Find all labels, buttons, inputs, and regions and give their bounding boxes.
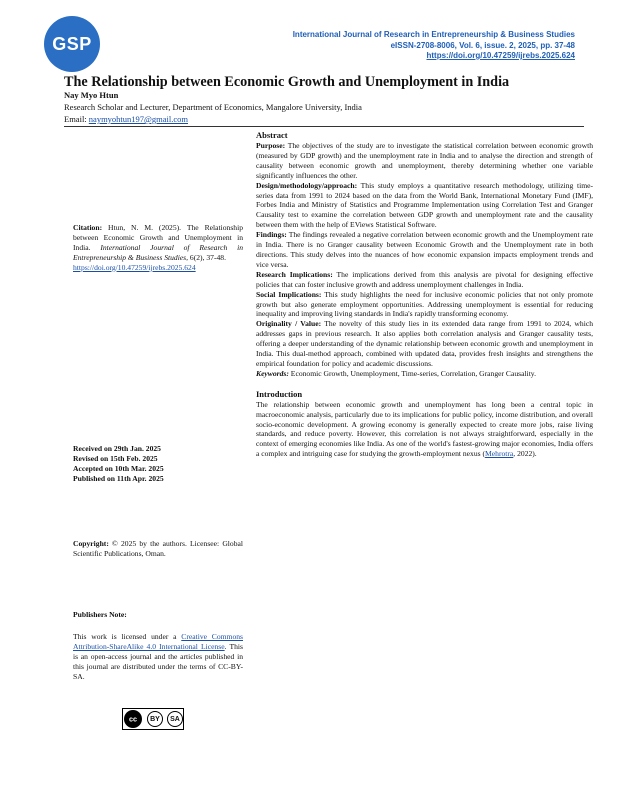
citation-mehrotra-link[interactable]: Mehrotra	[485, 449, 514, 459]
article-title: The Relationship between Economic Growth and Unemployment in India	[64, 74, 510, 90]
findings-paragraph: Findings: The findings revealed a negative correlation between economic growth and the Unemployment rate in India. There is no Granger causality between Economic Growth and the Unemployment rate in both directions. This study delves into the nuances of how economic expansion impacts employment trends and vice versa.	[256, 230, 593, 269]
license-block	[73, 632, 243, 682]
citation-text: Htun, N. M. (2025). The Relationship between Economic Growth and Unemployment in India.	[73, 223, 243, 252]
email-label: Email:	[64, 114, 89, 124]
published-date: Published on 11th Apr. 2025	[73, 473, 164, 483]
sa-icon: SA	[167, 711, 183, 727]
cc-by-sa-badge[interactable]	[122, 708, 184, 730]
copyright-text: © 2025 by the authors. Licensee: Global Scientific Publications, Oman.	[73, 539, 243, 558]
keywords-paragraph: Keywords: Economic Growth, Unemployment, Time-series, Correlation, Granger Causality.	[256, 368, 537, 378]
research-implications-paragraph: Research Implications: The implications derived from this analysis are pivotal for designing effective policies that can foster inclusive growth and address unemployment challenges in India.	[256, 269, 593, 289]
header-divider	[64, 126, 584, 127]
citation-vol: 6(2), 37-48.	[188, 252, 226, 262]
introduction-heading: Introduction	[256, 388, 303, 399]
author-email	[64, 114, 188, 124]
email-link[interactable]: naymyohtun197@gmail.com	[88, 114, 188, 124]
accepted-date: Accepted on 10th Mar. 2025	[73, 463, 164, 473]
license-post: . This is an open-access journal and the articles published in this journal are distributed under the terms of CC-BY-SA.	[73, 641, 243, 681]
journal-issue: eISSN-2708-8006, Vol. 6, issue. 2, 2025, pp. 37-48	[390, 40, 575, 50]
abstract-section	[256, 130, 593, 459]
logo-text: GSP	[52, 33, 92, 54]
revised-date: Revised on 15th Feb. 2025	[73, 453, 158, 463]
introduction-paragraph: The relationship between economic growth and unemployment has long been a central topic in macroeconomic analysis, particularly due to its implications for public policy, income distribution, and overall socio-economic development. A growing economy is generally expected to create more jobs, raise living standards, and reduce poverty. However, this correlation is not always straightforward, especially in the context of emerging economies like India. As one of the world's fastest-growing major economies, India offers a complex and intriguing case for studying the growth-employment nexus (Mehrotra, 2022).	[256, 399, 593, 459]
originality-paragraph: Originality / Value: The novelty of this study lies in its extended data range from 1991 to 2024, which addresses gaps in previous research. It also applies both correlation analysis and Granger causality tests, offering a deeper understanding of the dynamic relationship between economic growth and unemployment in India. This dual-method approach, combined with updated data, provides fresh insights and strengthens the empirical foundation for policy and academic discussions.	[256, 319, 593, 368]
received-date: Received on 29th Jan. 2025	[73, 444, 161, 453]
copyright-block	[73, 539, 243, 559]
dates-block	[73, 444, 243, 484]
by-icon: BY	[147, 711, 163, 727]
publisher-logo	[44, 16, 100, 72]
design-paragraph: Design/methodology/approach: This study employs a quantitative research methodology, utilizing time-series data from 1991 to 2024 based on the data from the World Bank, International Monetary Fund (IMF), Forbes India and Ministry of Statistics and Programme Implementation using Correlation Test and Granger Causality test to examine the correlation between GDP growth and unemployment rate and the causality between them with the help of EViews Statistical Software.	[256, 180, 593, 230]
abstract-heading: Abstract	[256, 130, 288, 140]
citation-journal: International Journal of Research in Entrepreneurship & Business Studies,	[73, 242, 243, 262]
author-name: Nay Myo Htun	[64, 90, 119, 100]
doi-link[interactable]: https://doi.org/10.47259/ijrebs.2025.624	[426, 51, 575, 60]
purpose-paragraph: Purpose: The objectives of the study are to investigate the statistical correlation between economic growth (measured by GDP growth) and the unemployment rate in India and to analyse the direction and strength of causality between economic growth and unemployment, thereby determining whether one variable significantly influences the other.	[256, 141, 593, 180]
citation-block	[73, 223, 243, 273]
cc-icon: cc	[124, 710, 142, 728]
journal-header	[293, 30, 575, 62]
license-pre: This work is licensed under a	[73, 632, 182, 641]
citation-doi-link[interactable]: https://doi.org/10.47259/ijrebs.2025.624	[73, 262, 196, 272]
author-affiliation: Research Scholar and Lecturer, Department of Economics, Mangalore University, India	[64, 102, 362, 112]
journal-name: International Journal of Research in Entrepreneurship & Business Studies	[292, 30, 575, 39]
license-link[interactable]: Creative Commons Attribution-ShareAlike 4.0 International License	[73, 632, 243, 651]
publishers-note-heading: Publishers Note:	[73, 610, 127, 619]
copyright-label: Copyright:	[73, 539, 109, 548]
citation-label: Citation:	[73, 223, 103, 232]
social-implications-paragraph: Social Implications: This study highlights the need for inclusive economic policies that not only promote growth but also generate employment opportunities. Addressing unemployment is essential for reducing inequality and improving living standards in India's rapidly transforming economy.	[256, 289, 593, 319]
